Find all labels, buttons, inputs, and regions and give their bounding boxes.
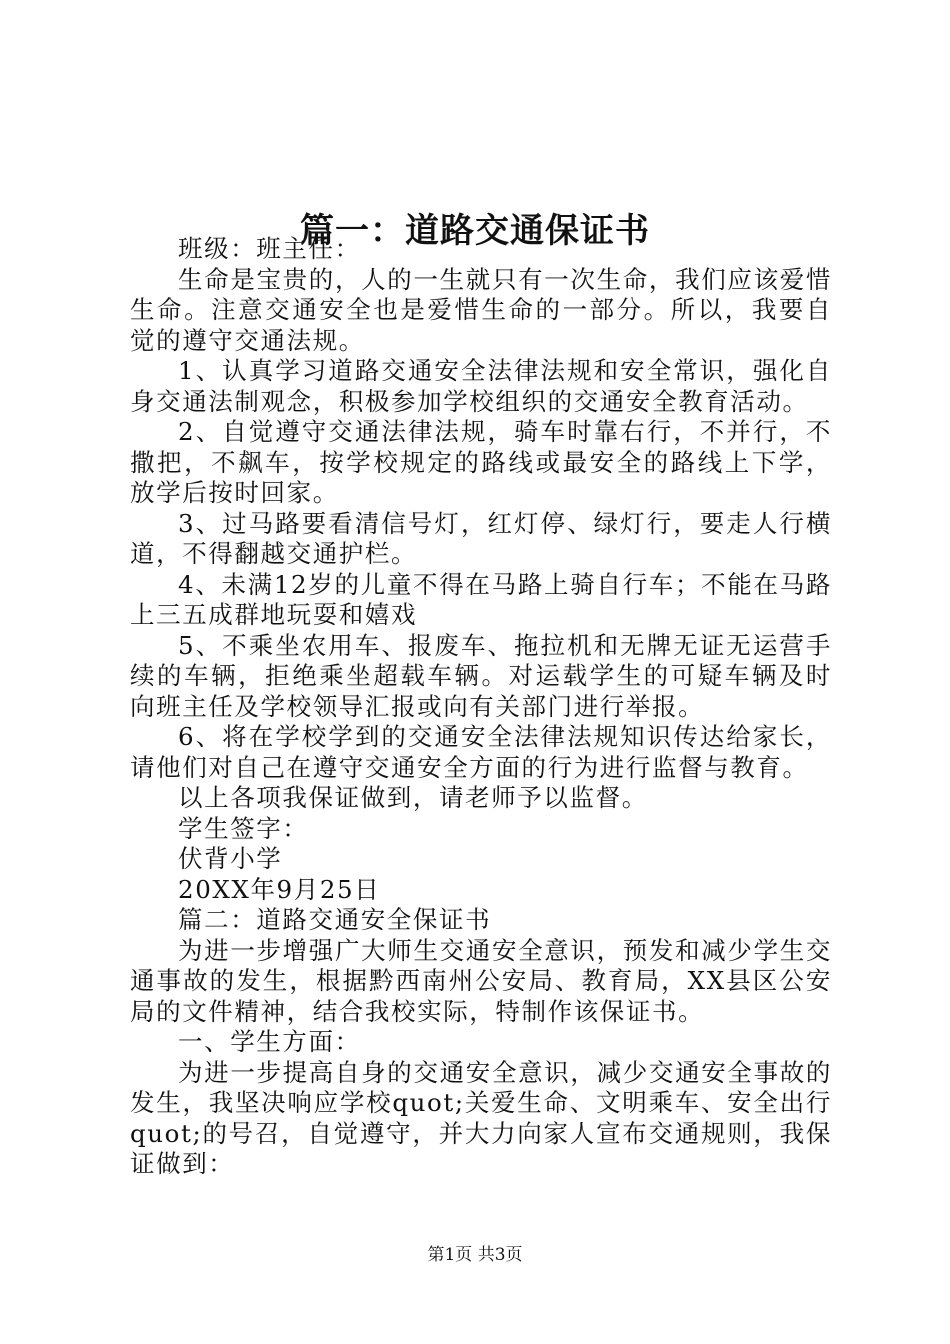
section-two-intro: 为进一步增强广大师生交通安全意识，预发和减少学生交通事故的发生，根据黔西南州公安局、教育局，XX县区公安局的文件精神，结合我校实际，特制作该保证书。 [130,935,832,1026]
pledge-item-5: 5、不乘坐农用车、报废车、拖拉机和无牌无证无运营手续的车辆，拒绝乘坐超载车辆。对运载学生的可疑车辆及时向班主任及学校领导汇报或向有关部门进行举报。 [130,630,832,721]
school-name: 伏背小学 [178,844,283,873]
section-two-heading: 篇二：道路交通安全保证书 [178,905,492,934]
document-date: 20XX年9月25日 [178,874,381,904]
pledge-item-6: 6、将在学校学到的交通安全法律法规知识传达给家长，请他们对自己在遵守交通安全方面的行为进行监督与教育。 [130,722,832,782]
pledge-item-3: 3、过马路要看清信号灯，红灯停、绿灯行，要走人行横道，不得翻越交通护栏。 [130,508,832,568]
intro-paragraph: 生命是宝贵的，人的一生就只有一次生命，我们应该爱惜生命。注意交通安全也是爱惜生命的一部分。所以，我要自觉的遵守交通法规。 [130,264,832,355]
document-title: 篇一：道路交通保证书 [300,210,650,251]
student-section-heading: 一、学生方面： [178,1027,361,1056]
document-body [130,234,832,1180]
pledge-item-4: 4、未满12岁的儿童不得在马路上骑自行车；不能在马路上三五成群地玩耍和嬉戏 [130,569,832,629]
student-signature-label: 学生签字： [178,813,309,843]
page-number-footer: 第1页 共3页 [427,1245,523,1265]
student-section-paragraph: 为进一步提高自身的交通安全意识，减少交通安全事故的发生，我坚决响应学校quot;关爱生命、文明乘车、安全出行quot;的号召，自觉遵守，并大力向家人宣布交通规则，我保证做到： [130,1057,832,1178]
pledge-item-1: 1、认真学习道路交通安全法律法规和安全常识，强化自身交通法制观念，积极参加学校组织的交通安全教育活动。 [130,356,832,416]
class-teacher-line: 班级：班主任： [178,234,361,263]
pledge-item-2: 2、自觉遵守交通法律法规，骑车时靠右行，不并行，不撒把，不飙车，按学校规定的路线或最安全的路线上下学，放学后按时回家。 [130,417,832,507]
pledge-statement: 以上各项我保证做到，请老师予以监督。 [178,783,648,812]
